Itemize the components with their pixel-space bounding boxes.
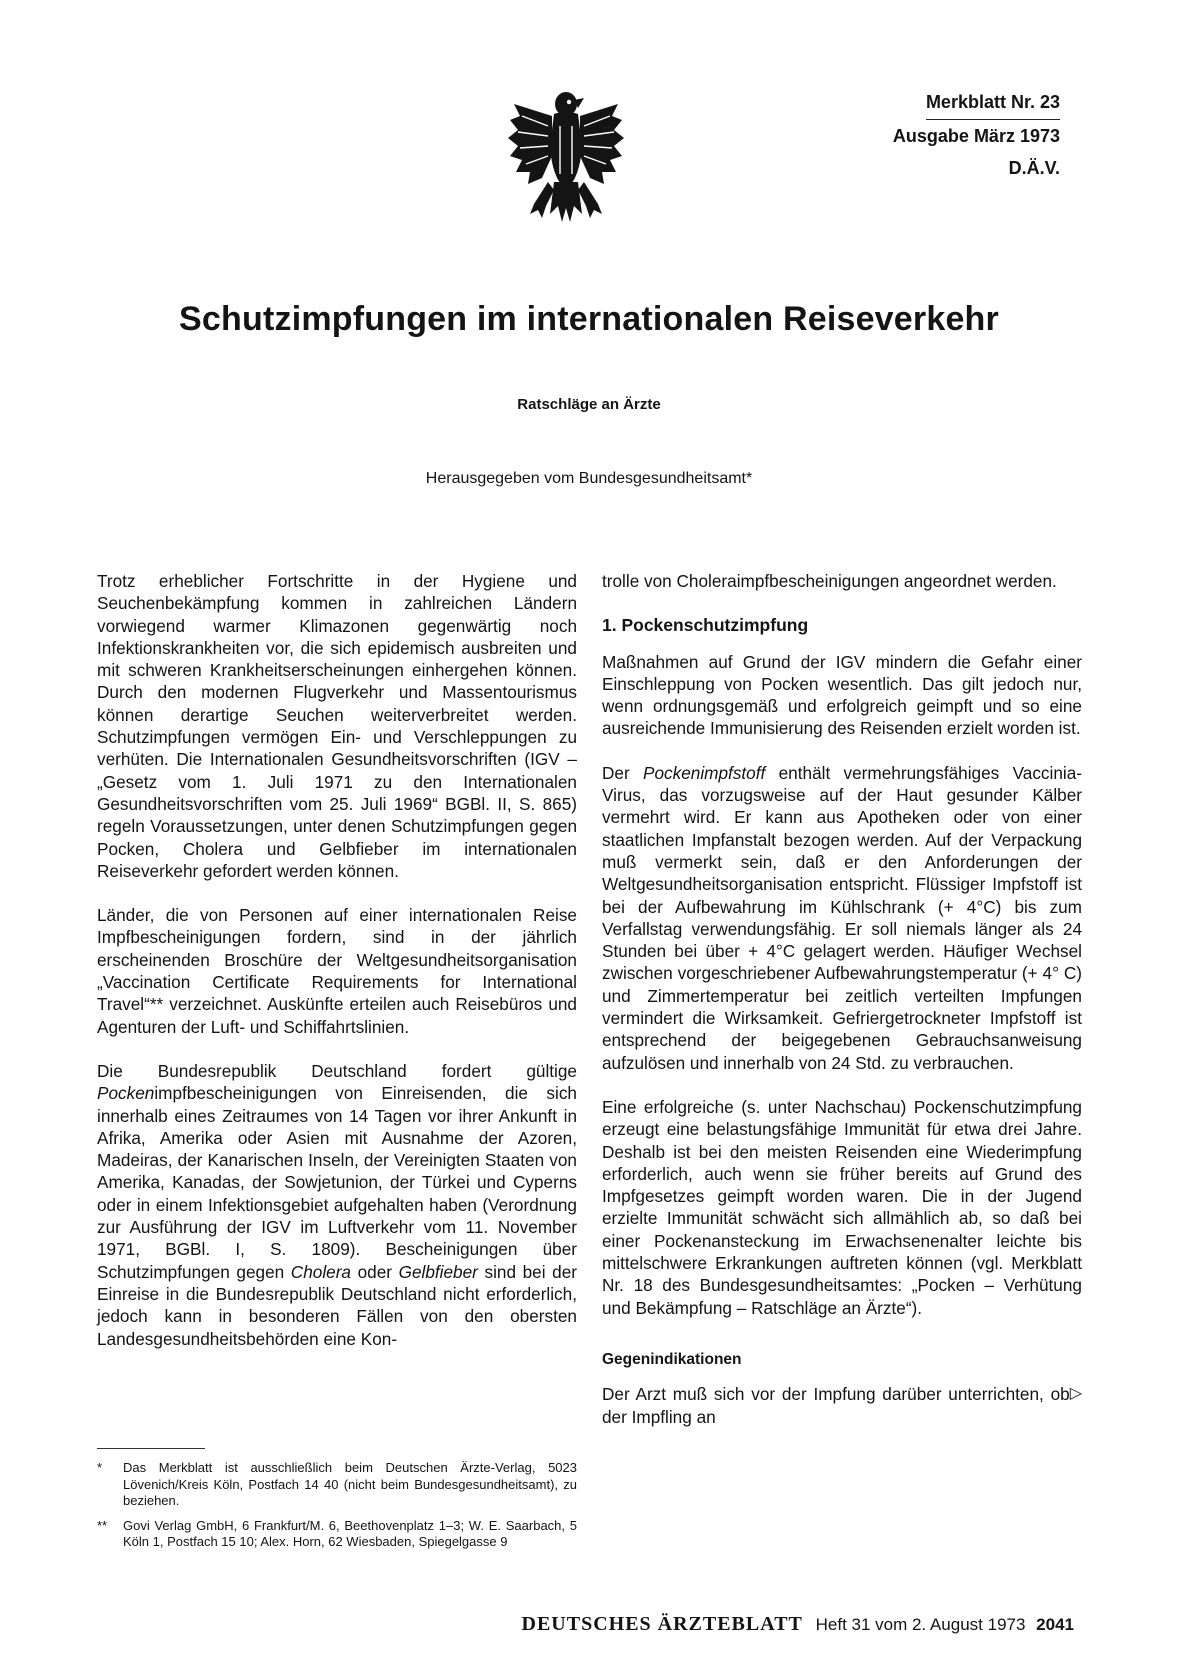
right-column bbox=[602, 570, 1082, 1450]
paragraph-igv-measures: Maßnahmen auf Grund der IGV mindern die Gefahr einer Einschleppung von Pocken wesentlich. Das gilt jedoch nur, wenn ordnungsgemäß und erfolgreich geimpft und so eine ausreichende Immunisierung des Reisenden erzielt worden ist. bbox=[602, 651, 1082, 739]
footnote-marker: ** bbox=[97, 1517, 108, 1533]
paragraph-intro: Trotz erheblicher Fortschritte in der Hygiene und Seuchenbekämpfung kommen in zahlreichen Ländern vorwiegend warmer Klimazonen gegenwärtig noch Infektionskrankheiten vor, die sich epidemisch ausbreiten und mit schweren Krankheitserscheinungen einhergehen können. Durch den modernen Flugverkehr und Massentourismus können derartige Seuchen weiterverbreitet werden. Schutzimpfungen vermögen Ein- und Verschleppungen zu verhüten. Die Internationalen Gesundheitsvorschriften (IGV – „Gesetz vom 1. Juli 1971 zu den Internationalen Gesundheitsvorschriften vom 25. Juli 1969“ BGBl. II, S. 865) regeln Voraussetzungen, unter denen Schutzimpfungen gegen Pocken, Cholera und Gelbfieber im internationalen Reiseverkehr gefordert werden können. bbox=[97, 571, 577, 881]
footnote bbox=[97, 1518, 577, 1551]
paragraph-vaccine: Der Pockenimpfstoff enthält vermehrungsfähiges Vaccinia-Virus, das vorzugsweise auf der Haut gesunder Kälber vermehrt wird. Er kann aus Apotheken oder von einer staatlichen Impfanstalt bezogen werden. Auf der Verpackung muß vermerkt sein, daß er den Anforderungen der Weltgesundheitsorganisation entspricht. Flüssiger Impfstoff ist bei der Aufbewahrung im Kühlschrank (+ 4°C) bis zum Verfallstag verwendungsfähig. Er soll niemals länger als 24 Stunden bei über + 4°C gelagert werden. Häufiger Wechsel zwischen vorgeschriebener Aufbewahrungstemperatur (+ 4° C) und Zimmertemperatur bei zeitlich verteilten Impfungen vermindert die Wirksamkeit. Gefriergetrockneter Impfstoff ist entsprechend der beigegebenen Gebrauchsanweisung aufzulösen und innerhalb von 24 Std. zu verbrauchen. bbox=[602, 762, 1082, 1073]
footnote-text: Das Merkblatt ist ausschließlich beim Deutschen Ärzte-Verlag, 5023 Lövenich/Kreis Köln, Postfach 14 40 (nicht beim Bundesgesundheitsamt), zu beziehen. bbox=[123, 1460, 577, 1508]
document-title: Schutzimpfungen im internationalen Reiseverkehr bbox=[179, 300, 999, 338]
merkblatt-number: Merkblatt Nr. 23 bbox=[926, 86, 1060, 120]
paragraph-countries: Länder, die von Personen auf einer internationalen Reise Impfbescheinigungen fordern, sind in der jährlich erscheinenden Broschüre der Weltgesundheitsorganisation „Vaccination Certificate Requirements for International Travel“** verzeichnet. Auskünfte erteilen auch Reisebüros und Agenturen der Luft- und Schiffahrtslinien. bbox=[97, 905, 577, 1037]
footnote-marker: * bbox=[97, 1460, 103, 1475]
section-heading-contraindications: Gegenindikationen bbox=[602, 1350, 742, 1368]
footnote bbox=[97, 1460, 577, 1510]
publisher-line: Herausgegeben vom Bundesgesundheitsamt* bbox=[425, 470, 753, 487]
paragraph-continuation: trolle von Choleraimpfbescheinigungen angeordnet werden. bbox=[602, 571, 1057, 591]
footnote-divider bbox=[97, 1448, 205, 1449]
section-heading-pockenschutzimpfung: 1. Pockenschutzimpfung bbox=[602, 615, 809, 636]
left-column bbox=[97, 570, 577, 1372]
page-number: 2041 bbox=[1036, 1615, 1074, 1634]
continue-arrow-icon: ▷ bbox=[1069, 1385, 1082, 1403]
paragraph-germany-requirements: Die Bundesrepublik Deutschland fordert gültige Pockenimpfbescheinigungen von Einreisenden, die sich innerhalb eines Zeitraumes von 14 Tagen vor ihrer Ankunft in Afrika, Amerika oder Asien mit Ausnahme der Azoren, Madeiras, der Kanarischen Inseln, der Vereinigten Staaten von Amerika, Kanadas, der Sowjetunion, der Türkei und Cyperns oder in einem Infektionsgebiet aufgehalten haben (Verordnung zur Ausführung der IGV im Luftverkehr vom 11. November 1971, BGBl. I, S. 1809). Bescheinigungen über Schutzimpfungen gegen Cholera oder Gelbfieber sind bei der Einreise in die Bundesrepublik Deutschland nicht erforderlich, jedoch kann in besonderen Fällen von den obersten Landesgesundheitsbehörden eine Kon- bbox=[97, 1060, 577, 1349]
footnotes bbox=[97, 1460, 577, 1559]
source-abbreviation: D.Ä.V. bbox=[1008, 158, 1060, 178]
paragraph-immunity: Eine erfolgreiche (s. unter Nachschau) Pockenschutzimpfung erzeugt eine belastungsfähige Immunität für etwa drei Jahre. Deshalb ist bei den meisten Reisenden eine Wiederimpfung erforderlich, auch wenn sie früher bereits auf Grund des Impfgesetzes geimpft worden waren. Die in der Jugend erzielte Immunität schwächt sich allmählich ab, so daß bei einer Pockenansteckung im Erwachsenenalter leichte bis mittelschwere Erkrankungen auftreten können (vgl. Merkblatt Nr. 18 des Bundesgesundheitsamtes: „Pocken – Verhütung und Bekämpfung – Ratschläge an Ärzte“). bbox=[602, 1096, 1082, 1318]
page-footer bbox=[522, 1613, 1075, 1636]
footnote-text: Govi Verlag GmbH, 6 Frankfurt/M. 6, Beethovenplatz 1–3; W. E. Saarbach, 5 Köln 1, Postfach 15 10; Alex. Horn, 62 Wiesbaden, Spiegelgasse 9 bbox=[123, 1517, 577, 1549]
edition-date: Ausgabe März 1973 bbox=[892, 126, 1060, 146]
federal-eagle-emblem bbox=[508, 86, 624, 234]
document-meta bbox=[893, 86, 1060, 184]
paragraph-contraindications: Der Arzt muß sich vor der Impfung darüber unterrichten, ob der Impfling an ▷ bbox=[602, 1384, 1082, 1427]
journal-name: DEUTSCHES ÄRZTEBLATT bbox=[521, 1613, 803, 1635]
document-subtitle: Ratschläge an Ärzte bbox=[517, 396, 661, 413]
issue-info: Heft 31 vom 2. August 1973 bbox=[815, 1615, 1026, 1634]
